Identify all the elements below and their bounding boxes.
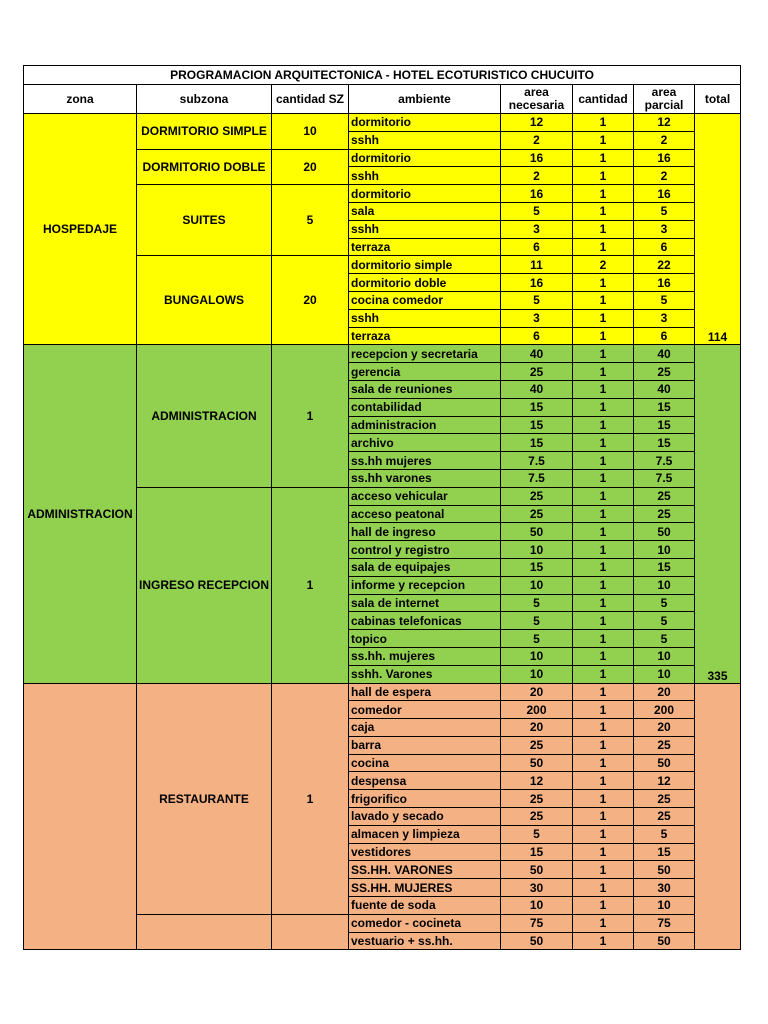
area-parcial-cell: 10 [634,647,695,665]
area-parcial-cell: 20 [634,683,695,701]
ambiente-cell: comedor [349,701,501,719]
area-parcial-cell: 30 [634,879,695,897]
area-necesaria-cell: 15 [501,398,573,416]
cantidad-cell: 1 [573,202,634,220]
cantidad-cell: 1 [573,434,634,452]
area-parcial-cell: 2 [634,131,695,149]
header-area-parcial-line2: parcial [644,98,684,112]
area-parcial-cell: 7.5 [634,452,695,470]
area-parcial-cell: 16 [634,149,695,167]
total-cell [695,683,741,950]
table-row [24,345,741,363]
cantidad-cell: 1 [573,719,634,737]
header-area-necesaria [501,85,573,114]
ambiente-cell: SS.HH. VARONES [349,861,501,879]
area-parcial-cell: 25 [634,736,695,754]
cantidad-cell: 1 [573,309,634,327]
cantidad-cell: 1 [573,345,634,363]
cantidad-cell: 1 [573,505,634,523]
header-area-necesaria-line1: area [524,85,549,100]
ambiente-cell: dormitorio [349,185,501,203]
ambiente-cell: sala de internet [349,594,501,612]
area-parcial-cell: 50 [634,523,695,541]
area-parcial-cell: 10 [634,665,695,683]
ambiente-cell: dormitorio simple [349,256,501,274]
area-parcial-cell: 12 [634,114,695,132]
area-parcial-cell: 5 [634,291,695,309]
area-parcial-cell: 2 [634,167,695,185]
cantidad-sz-cell: 1 [272,487,349,683]
cantidad-sz-cell: 20 [272,256,349,345]
subzona-cell: DORMITORIO DOBLE [137,149,272,185]
zona-cell [24,683,137,950]
ambiente-cell: gerencia [349,363,501,381]
area-necesaria-cell: 15 [501,434,573,452]
ambiente-cell: control y registro [349,541,501,559]
area-necesaria-cell: 15 [501,416,573,434]
ambiente-cell: barra [349,736,501,754]
cantidad-cell: 1 [573,612,634,630]
area-necesaria-cell: 10 [501,647,573,665]
area-necesaria-cell: 15 [501,558,573,576]
total-cell: 114 [695,114,741,345]
area-parcial-cell: 10 [634,897,695,915]
ambiente-cell: cocina [349,754,501,772]
area-necesaria-cell: 10 [501,576,573,594]
ambiente-cell: comedor - cocineta [349,914,501,932]
cantidad-sz-cell: 1 [272,345,349,487]
area-necesaria-cell: 40 [501,345,573,363]
cantidad-sz-cell: 20 [272,149,349,185]
cantidad-cell: 1 [573,363,634,381]
ambiente-cell: ss.hh mujeres [349,452,501,470]
cantidad-cell: 1 [573,114,634,132]
cantidad-cell: 1 [573,701,634,719]
area-necesaria-cell: 50 [501,932,573,950]
area-parcial-cell: 16 [634,185,695,203]
subzona-cell: DORMITORIO SIMPLE [137,114,272,150]
area-necesaria-cell: 50 [501,861,573,879]
cantidad-cell: 1 [573,167,634,185]
area-necesaria-cell: 10 [501,665,573,683]
area-necesaria-cell: 25 [501,505,573,523]
ambiente-cell: cabinas telefonicas [349,612,501,630]
area-necesaria-cell: 7.5 [501,452,573,470]
area-parcial-cell: 40 [634,345,695,363]
cantidad-cell: 1 [573,825,634,843]
area-parcial-cell: 25 [634,505,695,523]
area-necesaria-cell: 10 [501,897,573,915]
ambiente-cell: almacen y limpieza [349,825,501,843]
area-necesaria-cell: 40 [501,380,573,398]
area-necesaria-cell: 25 [501,790,573,808]
subzona-cell: RESTAURANTE [137,683,272,914]
area-necesaria-cell: 16 [501,149,573,167]
cantidad-cell: 1 [573,185,634,203]
area-parcial-cell: 200 [634,701,695,719]
cantidad-cell: 1 [573,541,634,559]
ambiente-cell: hall de espera [349,683,501,701]
ambiente-cell: acceso peatonal [349,505,501,523]
subzona-cell [137,914,272,950]
table-row [24,114,741,132]
area-necesaria-cell: 5 [501,594,573,612]
area-necesaria-cell: 3 [501,220,573,238]
area-parcial-cell: 5 [634,630,695,648]
header-row [24,85,741,114]
area-necesaria-cell: 75 [501,914,573,932]
area-necesaria-cell: 12 [501,114,573,132]
cantidad-cell: 2 [573,256,634,274]
ambiente-cell: hall de ingreso [349,523,501,541]
ambiente-cell: contabilidad [349,398,501,416]
header-total: total [695,85,741,114]
header-ambiente: ambiente [349,85,501,114]
ambiente-cell: recepcion y secretaria [349,345,501,363]
ambiente-cell: terraza [349,327,501,345]
area-necesaria-cell: 5 [501,202,573,220]
cantidad-sz-cell [272,914,349,950]
header-zona: zona [24,85,137,114]
area-necesaria-cell: 3 [501,309,573,327]
ambiente-cell: despensa [349,772,501,790]
ambiente-cell: sshh. Varones [349,665,501,683]
cantidad-cell: 1 [573,861,634,879]
area-parcial-cell: 5 [634,612,695,630]
subzona-cell: INGRESO RECEPCION [137,487,272,683]
area-necesaria-cell: 5 [501,630,573,648]
table-title: PROGRAMACION ARQUITECTONICA - HOTEL ECOTURISTICO CHUCUITO [24,66,741,85]
area-parcial-cell: 50 [634,932,695,950]
header-area-necesaria-line2: necesaria [508,98,565,112]
cantidad-cell: 1 [573,327,634,345]
ambiente-cell: topico [349,630,501,648]
cantidad-cell: 1 [573,594,634,612]
area-necesaria-cell: 10 [501,541,573,559]
cantidad-sz-cell: 10 [272,114,349,150]
cantidad-cell: 1 [573,220,634,238]
ambiente-cell: dormitorio [349,114,501,132]
zona-cell: ADMINISTRACION [24,345,137,683]
area-parcial-cell: 25 [634,363,695,381]
cantidad-cell: 1 [573,879,634,897]
ambiente-cell: vestidores [349,843,501,861]
ambiente-cell: sala [349,202,501,220]
cantidad-cell: 1 [573,647,634,665]
zona-cell: HOSPEDAJE [24,114,137,345]
ambiente-cell: sshh [349,131,501,149]
area-parcial-cell: 10 [634,541,695,559]
header-cantidad-sz: cantidad SZ [272,85,349,114]
cantidad-sz-cell: 1 [272,683,349,914]
area-necesaria-cell: 25 [501,487,573,505]
ambiente-cell: informe y recepcion [349,576,501,594]
cantidad-cell: 1 [573,380,634,398]
area-parcial-cell: 40 [634,380,695,398]
table-body [24,66,741,950]
ambiente-cell: sala de equipajes [349,558,501,576]
area-necesaria-cell: 15 [501,843,573,861]
ambiente-cell: ss.hh. mujeres [349,647,501,665]
area-parcial-cell: 75 [634,914,695,932]
cantidad-cell: 1 [573,808,634,826]
table-row [24,683,741,701]
ambiente-cell: terraza [349,238,501,256]
cantidad-cell: 1 [573,469,634,487]
ambiente-cell: caja [349,719,501,737]
cantidad-cell: 1 [573,897,634,915]
ambiente-cell: lavado y secado [349,808,501,826]
area-parcial-cell: 50 [634,861,695,879]
area-necesaria-cell: 12 [501,772,573,790]
cantidad-cell: 1 [573,772,634,790]
area-parcial-cell: 5 [634,825,695,843]
area-parcial-cell: 6 [634,238,695,256]
area-parcial-cell: 16 [634,274,695,292]
area-necesaria-cell: 200 [501,701,573,719]
area-parcial-cell: 5 [634,594,695,612]
area-necesaria-cell: 16 [501,274,573,292]
area-parcial-cell: 12 [634,772,695,790]
ambiente-cell: SS.HH. MUJERES [349,879,501,897]
ambiente-cell: vestuario + ss.hh. [349,932,501,950]
cantidad-sz-cell: 5 [272,185,349,256]
area-parcial-cell: 50 [634,754,695,772]
cantidad-cell: 1 [573,131,634,149]
cantidad-cell: 1 [573,790,634,808]
area-parcial-cell: 5 [634,202,695,220]
area-necesaria-cell: 5 [501,825,573,843]
cantidad-cell: 1 [573,754,634,772]
ambiente-cell: acceso vehicular [349,487,501,505]
ambiente-cell: sala de reuniones [349,380,501,398]
title-row [24,66,741,85]
area-parcial-cell: 15 [634,398,695,416]
area-necesaria-cell: 6 [501,238,573,256]
ambiente-cell: sshh [349,167,501,185]
cantidad-cell: 1 [573,630,634,648]
area-necesaria-cell: 5 [501,612,573,630]
ambiente-cell: cocina comedor [349,291,501,309]
ambiente-cell: dormitorio [349,149,501,167]
programacion-table [23,65,741,950]
ambiente-cell: fuente de soda [349,897,501,915]
area-parcial-cell: 15 [634,558,695,576]
area-necesaria-cell: 5 [501,291,573,309]
area-necesaria-cell: 25 [501,736,573,754]
cantidad-cell: 1 [573,683,634,701]
subzona-cell: SUITES [137,185,272,256]
area-parcial-cell: 25 [634,790,695,808]
area-necesaria-cell: 16 [501,185,573,203]
header-subzona: subzona [137,85,272,114]
cantidad-cell: 1 [573,149,634,167]
area-necesaria-cell: 20 [501,719,573,737]
header-area-parcial [634,85,695,114]
subzona-cell: ADMINISTRACION [137,345,272,487]
area-parcial-cell: 3 [634,309,695,327]
area-necesaria-cell: 50 [501,523,573,541]
area-parcial-cell: 25 [634,487,695,505]
ambiente-cell: sshh [349,220,501,238]
area-necesaria-cell: 20 [501,683,573,701]
area-necesaria-cell: 25 [501,808,573,826]
area-parcial-cell: 22 [634,256,695,274]
area-parcial-cell: 7.5 [634,469,695,487]
cantidad-cell: 1 [573,914,634,932]
ambiente-cell: dormitorio doble [349,274,501,292]
area-necesaria-cell: 11 [501,256,573,274]
ambiente-cell: ss.hh varones [349,469,501,487]
area-necesaria-cell: 25 [501,363,573,381]
area-parcial-cell: 15 [634,434,695,452]
area-necesaria-cell: 7.5 [501,469,573,487]
cantidad-cell: 1 [573,274,634,292]
header-area-parcial-line1: area [651,85,677,100]
cantidad-cell: 1 [573,487,634,505]
area-parcial-cell: 15 [634,416,695,434]
cantidad-cell: 1 [573,932,634,950]
cantidad-cell: 1 [573,291,634,309]
header-cantidad: cantidad [573,85,634,114]
cantidad-cell: 1 [573,398,634,416]
ambiente-cell: sshh [349,309,501,327]
cantidad-cell: 1 [573,523,634,541]
ambiente-cell: frigorifico [349,790,501,808]
cantidad-cell: 1 [573,576,634,594]
ambiente-cell: archivo [349,434,501,452]
area-parcial-cell: 6 [634,327,695,345]
cantidad-cell: 1 [573,416,634,434]
cantidad-cell: 1 [573,843,634,861]
cantidad-cell: 1 [573,238,634,256]
area-parcial-cell: 20 [634,719,695,737]
total-cell: 335 [695,345,741,683]
cantidad-cell: 1 [573,452,634,470]
area-parcial-cell: 15 [634,843,695,861]
area-necesaria-cell: 2 [501,167,573,185]
area-necesaria-cell: 30 [501,879,573,897]
area-parcial-cell: 3 [634,220,695,238]
subzona-cell: BUNGALOWS [137,256,272,345]
cantidad-cell: 1 [573,665,634,683]
area-necesaria-cell: 2 [501,131,573,149]
area-necesaria-cell: 6 [501,327,573,345]
cantidad-cell: 1 [573,558,634,576]
area-parcial-cell: 25 [634,808,695,826]
ambiente-cell: administracion [349,416,501,434]
area-parcial-cell: 10 [634,576,695,594]
cantidad-cell: 1 [573,736,634,754]
area-necesaria-cell: 50 [501,754,573,772]
